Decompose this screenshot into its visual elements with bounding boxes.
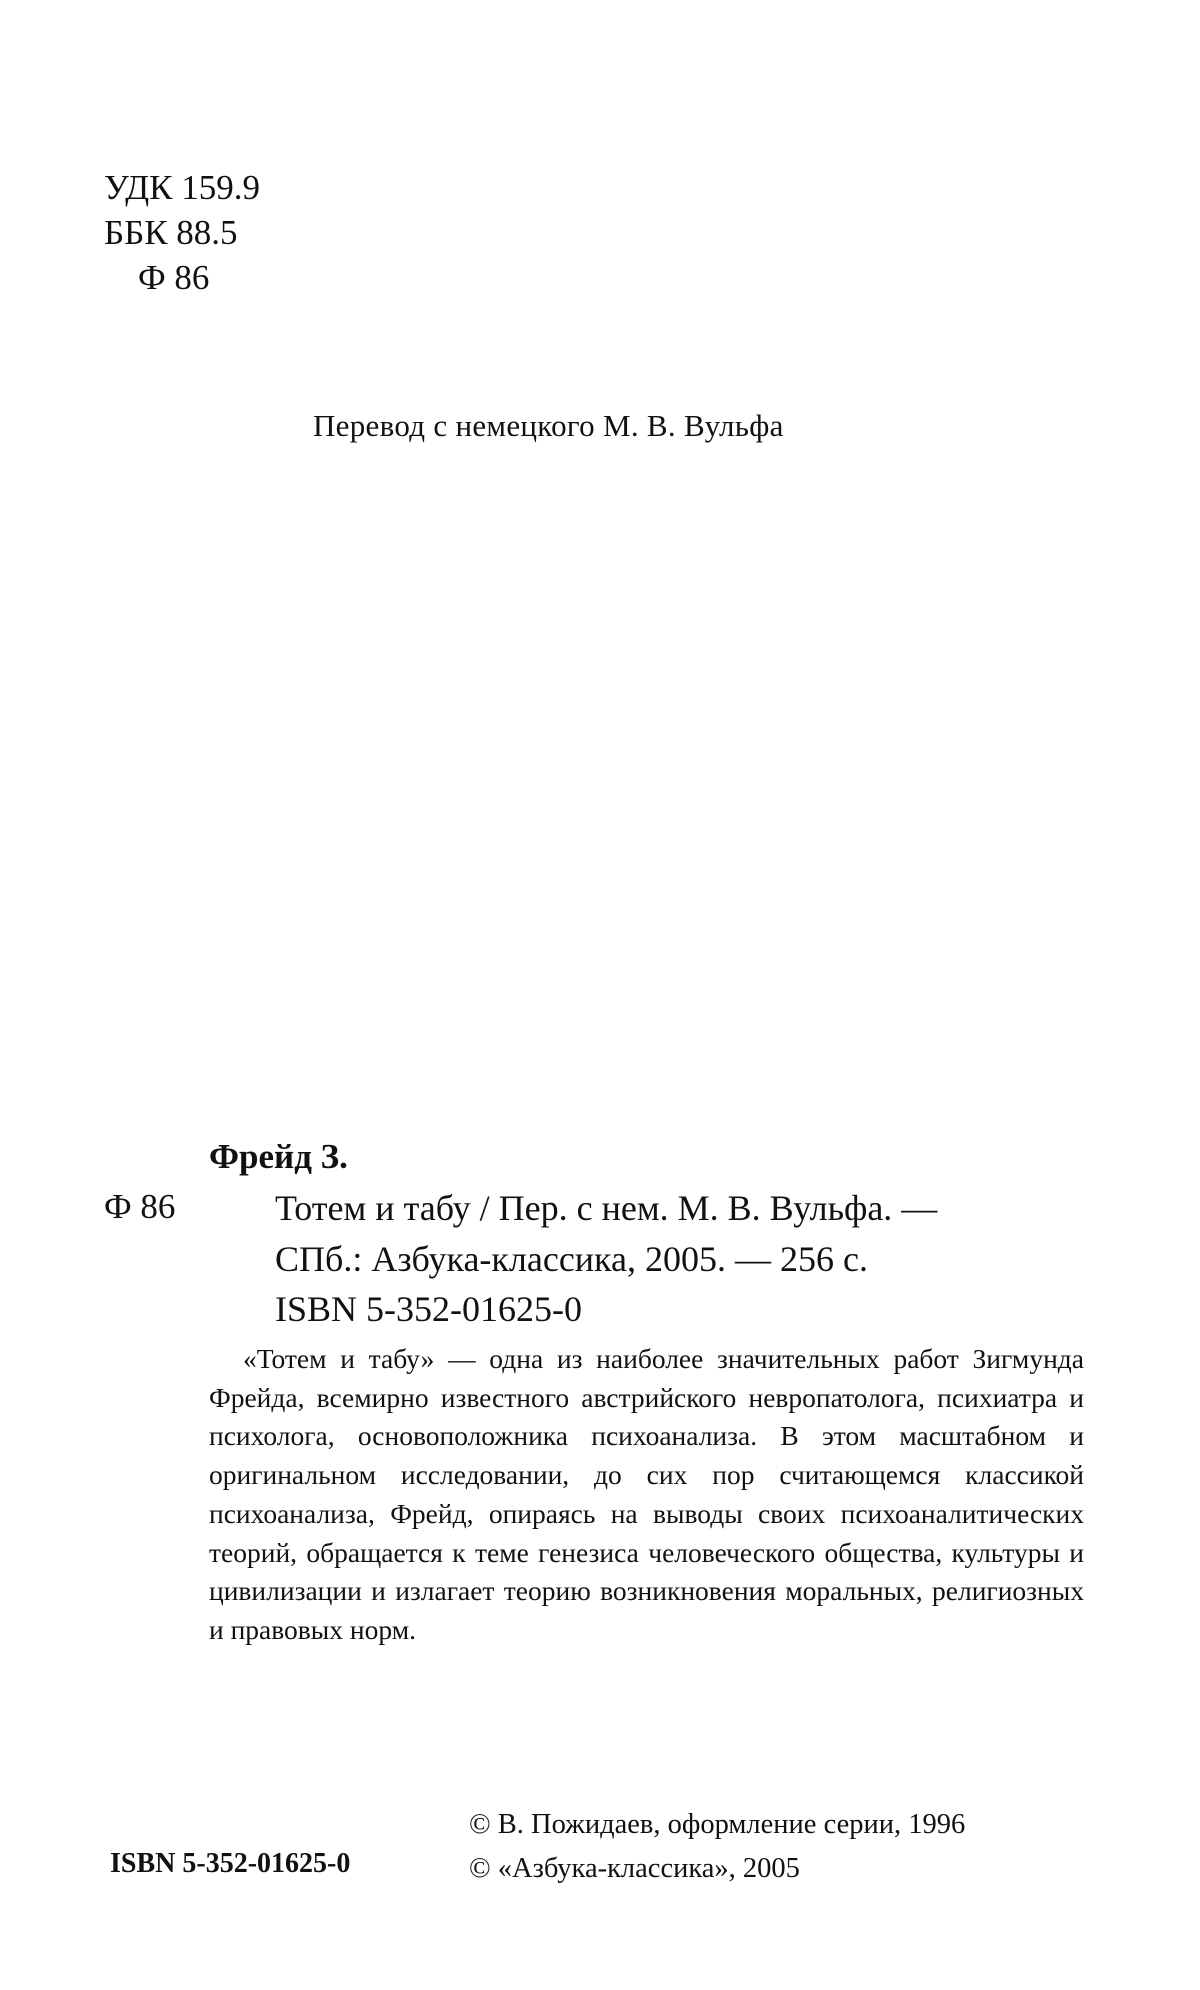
bbk-code: ББК 88.5 xyxy=(104,213,238,252)
catalog-author: Фрейд З. xyxy=(209,1137,348,1176)
copyright-series-design: © В. Пожидаев, оформление серии, 1996 xyxy=(469,1809,966,1840)
catalog-imprint-line: СПб.: Азбука-классика, 2005. — 256 с. xyxy=(275,1239,868,1279)
translation-note: Перевод с немецкого М. В. Вульфа xyxy=(313,408,784,443)
author-mark: Ф 86 xyxy=(138,258,210,297)
catalog-annotation: «Тотем и табу» — одна из наиболее значительных работ Зигмунда Фрейда, всемирно известного австрийского невропатолога, психиатра и психолога, основоположника психоанализа. В этом масштабном и оригинальном исследовании, до сих пор считающемся классикой психоанализа, Фрейд, опираясь на выводы своих психоаналитических теорий, обращается к теме генезиса человеческого общества, культуры и цивилизации и излагает теорию возникновения моральных, религиозных и правовых норм. xyxy=(209,1343,1084,1645)
catalog-title-line: Тотем и табу / Пер. с нем. М. В. Вульфа. — xyxy=(275,1188,938,1228)
catalog-author-mark: Ф 86 xyxy=(104,1187,176,1226)
footer-isbn: ISBN 5-352-01625-0 xyxy=(110,1848,351,1879)
catalog-isbn-line: ISBN 5-352-01625-0 xyxy=(275,1289,582,1329)
udk-code: УДК 159.9 xyxy=(104,168,260,207)
copyright-publisher: © «Азбука-классика», 2005 xyxy=(469,1853,800,1884)
copyright-block xyxy=(469,1803,965,1891)
classification-codes xyxy=(104,165,260,300)
